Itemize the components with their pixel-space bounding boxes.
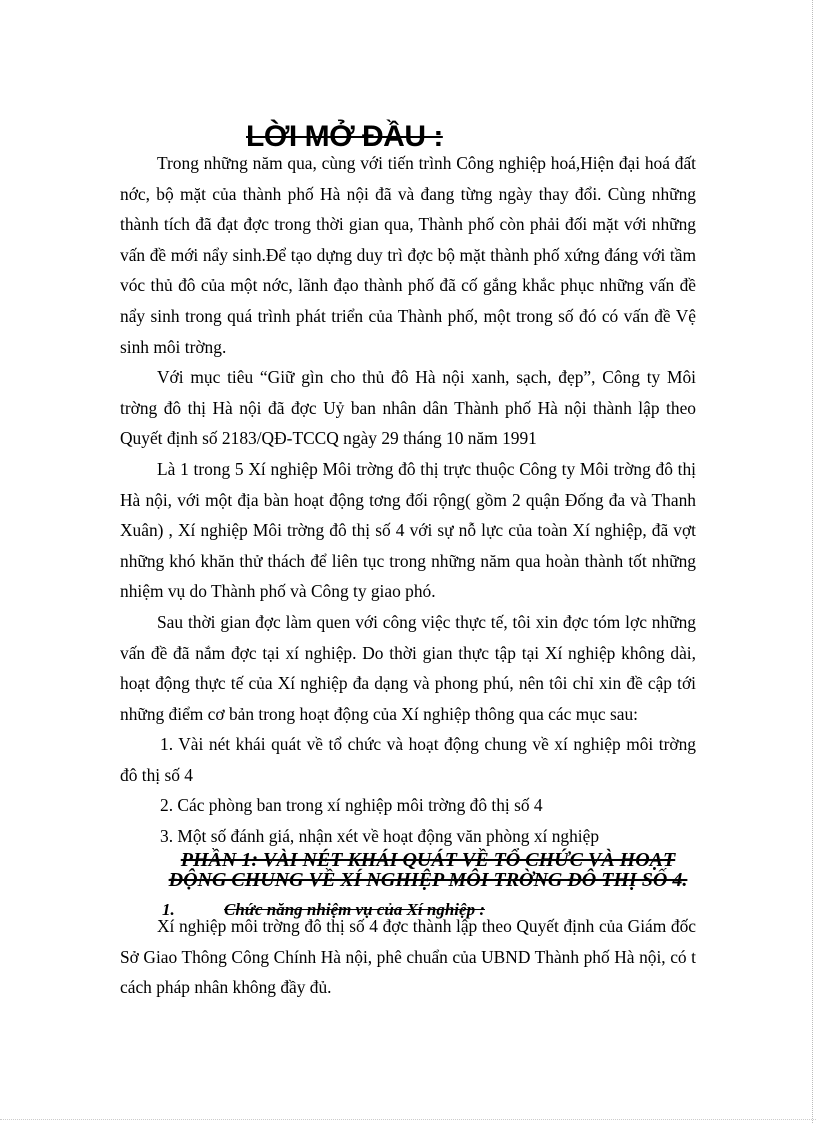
intro-body <box>120 148 696 852</box>
paragraph-5-text: Xí nghiệp môi trờng đô thị số 4 đợc thành lập theo Quyết định của Giám đốc Sở Giao Thông Công Chính Hà nội, phê chuẩn của UBND Thành phố Hà nội, có t cách pháp nhân không đầy đủ. <box>120 916 696 998</box>
paragraph-2: Với mục tiêu “Giữ gìn cho thủ đô Hà nội xanh, sạch, đẹp”, Công ty Môi trờng đô thị Hà nội đã đợc Uỷ ban nhân dân Thành phố Hà nội thành lập theo Quyết định số 2183/QĐ-TCCQ ngày 29 tháng 10 năm 1991 <box>120 367 696 449</box>
paragraph-5 <box>120 911 696 1003</box>
paragraph-4: Sau thời gian đợc làm quen với công việc thực tế, tôi xin đợc tóm lợc những vấn đề đã nắm đợc tại xí nghiệp. Do thời gian thực tập tại Xí nghiệp không dài, hoạt động thực tế của Xí nghiệp đa dạng và phong phú, nên tôi chỉ xin đề cập tới những điểm cơ bản trong hoạt động của Xí nghiệp thông qua các mục sau: <box>120 611 696 724</box>
list-item-3: 3. Một số đánh giá, nhận xét về hoạt động văn phòng xí nghiệp <box>160 826 600 847</box>
page-edge-bottom <box>0 1119 816 1121</box>
list-item-1: 1. Vài nét khái quát về tổ chức và hoạt động chung về xí nghiệp môi trờng đô thị số 4 <box>120 734 696 785</box>
page-edge-right <box>812 0 815 1123</box>
paragraph-3: Là 1 trong 5 Xí nghiệp Môi trờng đô thị trực thuộc Công ty Môi trờng đô thị Hà nội, với một địa bàn hoạt động tơng đối rộng( gồm 2 quận Đống đa và Thanh Xuân) , Xí nghiệp Môi trờng đô thị số 4 với sự nỗ lực của toàn Xí nghiệp, đã vợt những khó khăn thử thách để liên tục trong những năm qua hoàn thành tốt những nhiệm vụ do Thành phố và Công ty giao phó. <box>120 458 696 602</box>
paragraph-1: Trong những năm qua, cùng với tiến trình Công nghiệp hoá,Hiện đại hoá đất nớc, bộ mặt của thành phố Hà nội đã và đang từng ngày thay đổi. Cùng những thành tích đã đạt đợc trong thời gian qua, Thành phố còn phải đối mặt với những vấn đề mới nẩy sinh.Để tạo dựng duy trì đợc bộ mặt thành phố xứng đáng với tầm vóc thủ đô của một nớc, lãnh đạo thành phố đã cố gắng khắc phục những vấn đề nẩy sinh trong quá trình phát triển của Thành phố, một trong số đó có vấn đề Vệ sinh môi trờng. <box>120 153 696 357</box>
section-heading-line-2: ĐỘNG CHUNG VỀ XÍ NGHIỆP MÔI TRỜNG ĐÔ THỊ SỐ 4. <box>168 869 688 891</box>
list-item-2: 2. Các phòng ban trong xí nghiệp môi trờng đô thị số 4 <box>160 795 543 816</box>
subheading-number: 1. <box>162 900 175 919</box>
page-title: LỜI MỞ ĐẦU : <box>246 120 443 153</box>
subheading-text: Chức năng nhiệm vụ của Xí nghiệp : <box>224 900 485 919</box>
section-heading-line-1: PHẦN 1: VÀI NÉT KHÁI QUÁT VỀ TỔ CHỨC VÀ HOẠT <box>180 849 676 871</box>
